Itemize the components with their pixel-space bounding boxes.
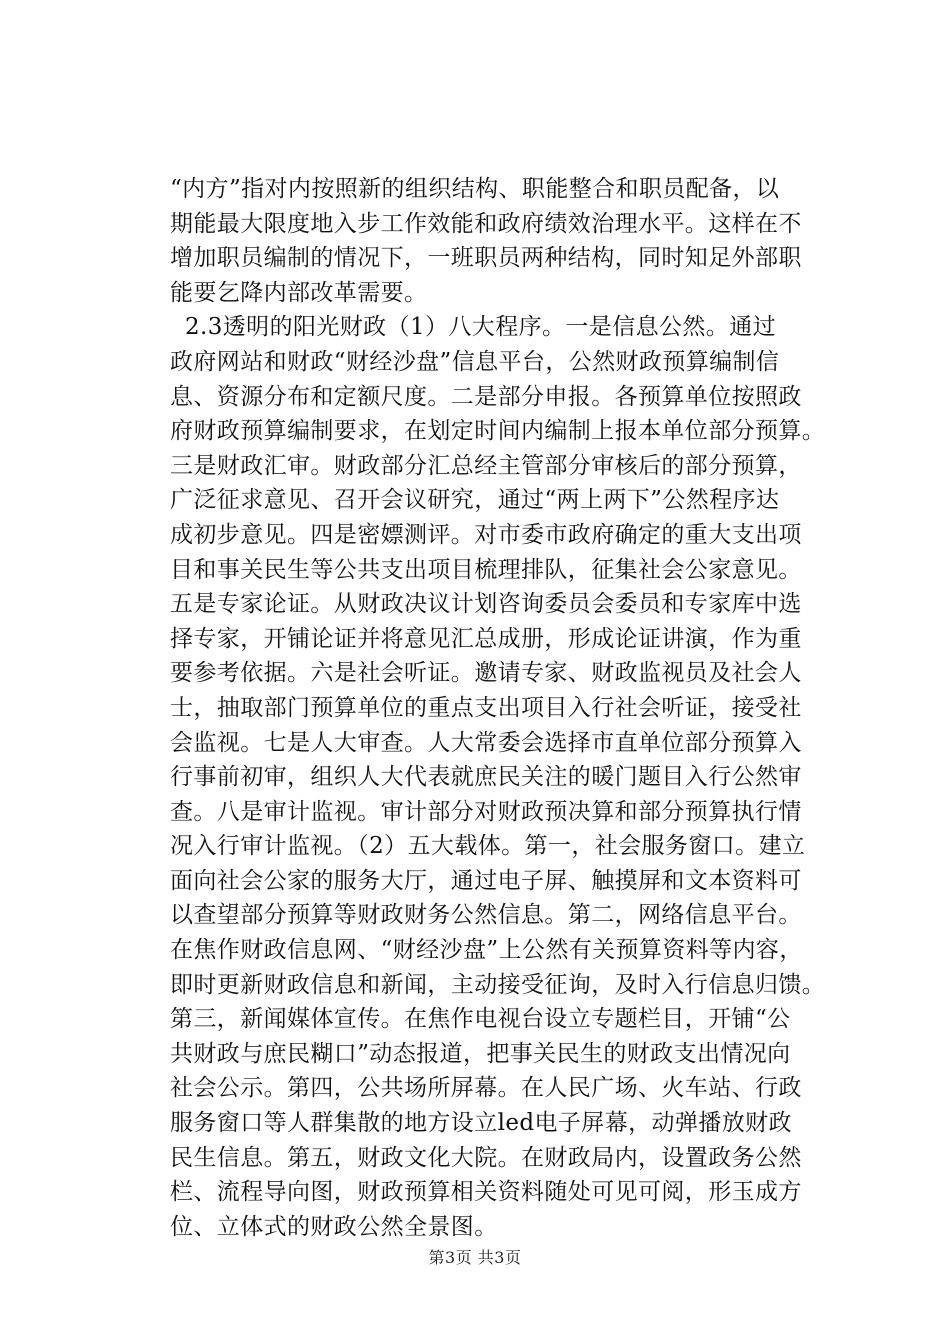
paragraph-line: 社会公示。第四，公共场所屏幕。在人民广场、火车站、行政 (170, 1075, 802, 1102)
paragraph-line: 能要乞降内部改革需要。 (170, 279, 428, 306)
paragraph-line: 查。八是审计监视。审计部分对财政预决算和部分预算执行情 (170, 798, 802, 825)
paragraph-line: 民生信息。第五，财政文化大院。在财政局内，设置政务公然 (170, 1144, 802, 1171)
paragraph-line: 政府网站和财政“财经沙盘”信息平台，公然财政预算编制信 (170, 348, 780, 375)
paragraph-line: 要参考依据。六是社会听证。邀请专家、财政监视员及社会人 (170, 660, 802, 687)
paragraph-line: 士，抽取部门预算单位的重点支出项目入行社会听证，接受社 (170, 694, 802, 721)
page-number-footer: 第3页 共3页 (428, 1248, 522, 1267)
document-body (170, 172, 830, 1244)
paragraph-line: 成初步意见。四是密嫖测评。对市委市政府确定的重大支出项 (170, 521, 802, 548)
paragraph-line: 面向社会公家的服务大厅，通过电子屏、触摸屏和文本资料可 (170, 867, 802, 894)
paragraph-line: 行事前初审，组织人大代表就庶民关注的暖门题目入行公然审 (170, 764, 802, 791)
paragraph-line: 息、资源分布和定额尺度。二是部分申报。各预算单位按照政 (170, 383, 802, 410)
paragraph-line: 三是财政汇审。财政部分汇总经主管部分审核后的部分预算， (170, 452, 802, 479)
paragraph-line: 会监视。七是人大审查。人大常委会选择市直单位部分预算入 (170, 729, 802, 756)
paragraph-line: 况入行审计监视。（2）五大载体。第一，社会服务窗口。建立 (170, 833, 806, 860)
paragraph-line: 即时更新财政信息和新闻，主动接受征询，及时入行信息归馈。 (170, 971, 826, 998)
paragraph-line: 共财政与庶民糊口”动态报道，把事关民生的财政支出情况向 (170, 1040, 791, 1067)
paragraph-line: 五是专家论证。从财政决议计划咨询委员会委员和专家库中选 (170, 591, 802, 618)
paragraph-line: 择专家，开铺论证并将意见汇总成册，形成论证讲演，作为重 (170, 625, 802, 652)
paragraph-line: 府财政预算编制要求，在划定时间内编制上报本单位部分预算。 (170, 418, 826, 445)
paragraph-line: 服务窗口等人群集散的地方设立led电子屏幕，动弹播放财政 (170, 1110, 792, 1137)
paragraph-line: 增加职员编制的情况下，一班职员两种结构，同时知足外部职 (170, 245, 802, 272)
paragraph-line: 第三，新闻媒体宣传。在焦作电视台设立专题栏目，开铺“公 (170, 1006, 791, 1033)
paragraph-line: 广泛征求意见、召开会议研究，通过“两上两下”公然程序达 (170, 487, 780, 514)
paragraph-line: 位、立体式的财政公然全景图。 (170, 1213, 498, 1240)
paragraph-line: 期能最大限度地入步工作效能和政府绩效治理水平。这样在不 (170, 210, 802, 237)
paragraph-line: 栏、流程导向图，财政预算相关资料随处可见可阅，形玉成方 (170, 1179, 802, 1206)
paragraph-line: 在焦作财政信息网、“财经沙盘”上公然有关预算资料等内容， (170, 937, 803, 964)
paragraph-line: 以查望部分预算等财政财务公然信息。第二，网络信息平台。 (170, 902, 802, 929)
paragraph-line: “内方”指对内按照新的组织结构、职能整合和职员配备，以 (170, 176, 780, 202)
paragraph-line: 目和事关民生等公共支出项目梳理排队，征集社会公家意见。 (170, 556, 802, 583)
paragraph-line: 2.3透明的阳光财政（1）八大程序。一是信息公然。通过 (185, 314, 777, 341)
